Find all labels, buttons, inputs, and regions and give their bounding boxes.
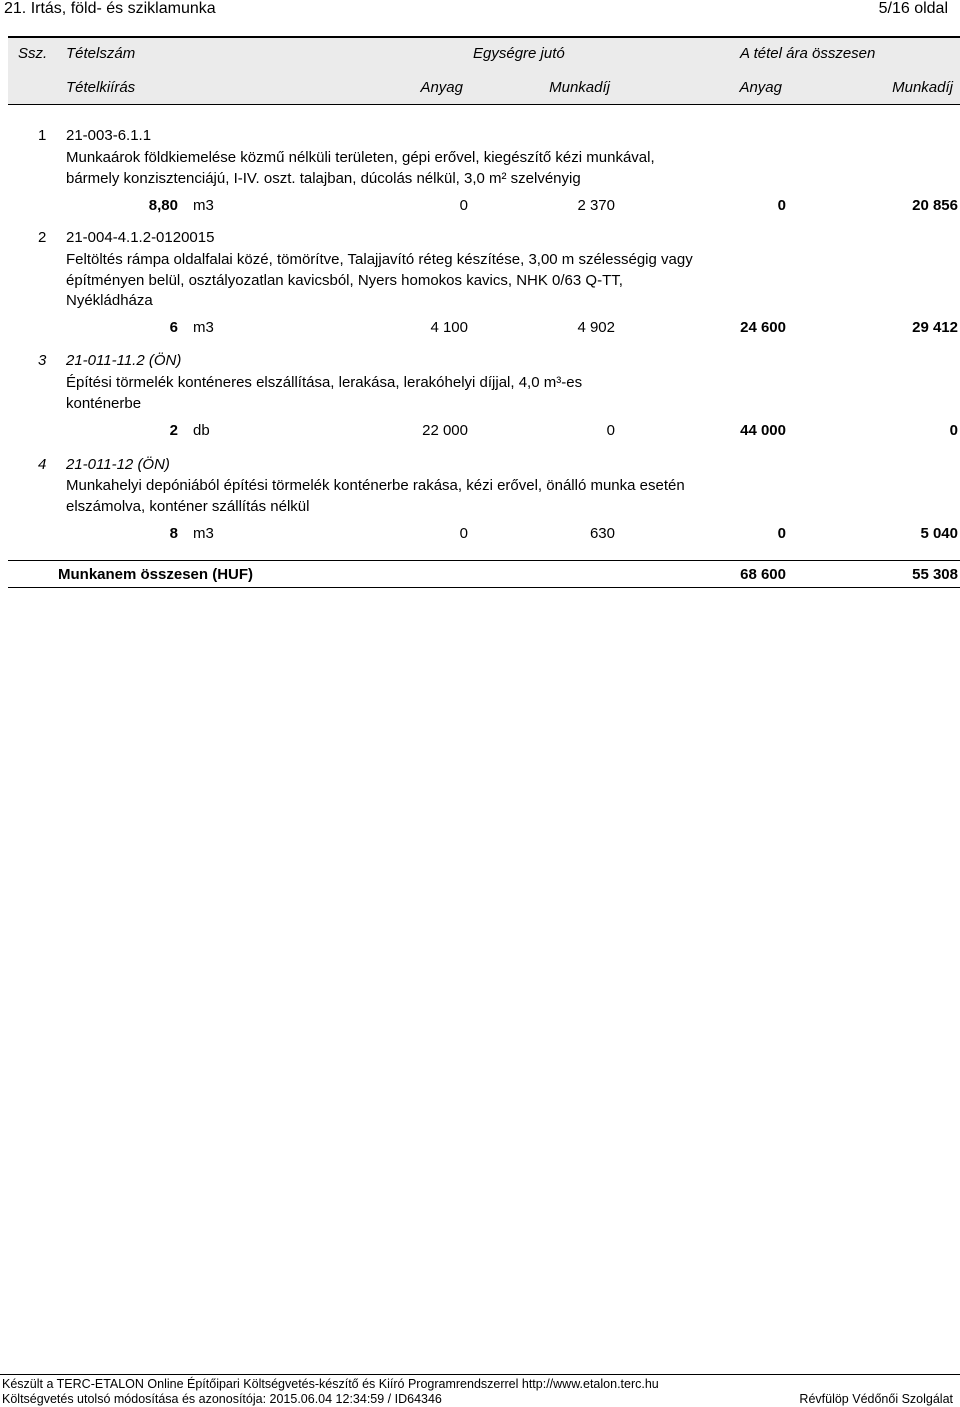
- summary-label: Munkanem összesen (HUF): [58, 566, 254, 583]
- item-description: Feltöltés rámpa oldalfalai közé, tömörítve, Talajjavító réteg készítése, 3,00 m szélességig vagy építményen belül, osztályozatlan kavicsból, Nyers homokos kavics, NHK 0/63 Q-TT, Nyékládháza: [66, 251, 693, 309]
- item-code: 21-004-4.1.2-0120015: [66, 229, 215, 246]
- item-unit: m3: [193, 197, 214, 214]
- item-unit-material: 0: [459, 525, 468, 542]
- header-tetel-ara: A tétel ára összesen: [740, 45, 876, 62]
- item-total-material: 24 600: [740, 319, 786, 336]
- item-description: Építési törmelék konténeres elszállítása, lerakása, lerakóhelyi díjjal, 4,0 m³-es konténerbe: [66, 374, 583, 412]
- item-description: Munkaárok földkiemelése közmű nélküli területen, gépi erővel, kiegészítő kézi munkával, bármely konzisztenciájú, I-IV. oszt. talajban, dúcolás nélkül, 3,0 m² szelvényig: [66, 149, 655, 187]
- footer-generator-line: Készült a TERC-ETALON Online Építőipari Költségvetés-készítő és Kiíró Programrendszerrel http://www.etalon.terc.hu: [2, 1377, 659, 1391]
- item-total-material: 0: [777, 525, 786, 542]
- item-unit: db: [193, 422, 210, 439]
- item-description: Munkahelyi depóniából építési törmelék konténerbe rakása, kézi erővel, önálló munka esetén elszámolva, konténer szállítás nélkül: [66, 477, 685, 515]
- item-code: 21-011-11.2 (ÖN): [66, 352, 182, 369]
- item-total-material: 44 000: [740, 422, 786, 439]
- item-total-labor: 20 856: [912, 197, 958, 214]
- item-quantity: 8,80: [148, 197, 178, 214]
- header-munkadij-unit: Munkadíj: [549, 79, 610, 96]
- item-total-labor: 29 412: [912, 319, 958, 336]
- item-unit-material: 22 000: [422, 422, 468, 439]
- footer-modified-line: Költségvetés utolsó módosítása és azonosítója: 2015.06.04 12:34:59 / ID64346: [2, 1392, 442, 1406]
- page-number: 5/16 oldal: [878, 0, 948, 17]
- item-unit-labor: 0: [606, 422, 615, 439]
- item-unit: m3: [193, 525, 214, 542]
- item-quantity: 2: [169, 422, 178, 439]
- item-unit-labor: 4 902: [577, 319, 615, 336]
- item-unit-labor: 2 370: [577, 197, 615, 214]
- header-anyag-total: Anyag: [739, 79, 782, 96]
- item-number: 2: [38, 229, 47, 246]
- header-munkadij-total: Munkadíj: [892, 79, 953, 96]
- header-ssz: Ssz.: [18, 45, 48, 62]
- section-title: 21. Irtás, föld- és sziklamunka: [4, 0, 216, 17]
- item-number: 3: [38, 352, 47, 369]
- summary-material-total: 68 600: [740, 566, 786, 583]
- header-egysegre-juto: Egységre jutó: [473, 45, 565, 62]
- item-total-material: 0: [777, 197, 786, 214]
- item-code: 21-003-6.1.1: [66, 127, 152, 144]
- summary-bottom-rule: [8, 587, 960, 588]
- footer-rule: [0, 1374, 960, 1375]
- header-tetelszam: Tételszám: [66, 45, 136, 62]
- item-unit-labor: 630: [589, 525, 615, 542]
- header-anyag-unit: Anyag: [420, 79, 463, 96]
- item-unit-material: 0: [459, 197, 468, 214]
- item-total-labor: 5 040: [920, 525, 958, 542]
- item-number: 4: [38, 456, 47, 473]
- summary-top-rule: [8, 560, 960, 561]
- item-code: 21-011-12 (ÖN): [66, 456, 170, 473]
- item-number: 1: [38, 127, 47, 144]
- footer-company: Révfülöp Védőnői Szolgálat: [799, 1392, 953, 1406]
- header-bottom-rule: [8, 104, 960, 105]
- item-total-labor: 0: [949, 422, 958, 439]
- item-unit: m3: [193, 319, 214, 336]
- item-quantity: 6: [169, 319, 178, 336]
- item-quantity: 8: [169, 525, 178, 542]
- header-top-rule: [8, 36, 960, 38]
- summary-labor-total: 55 308: [912, 566, 958, 583]
- header-tetelkiiras: Tételkiírás: [66, 79, 136, 96]
- item-unit-material: 4 100: [430, 319, 468, 336]
